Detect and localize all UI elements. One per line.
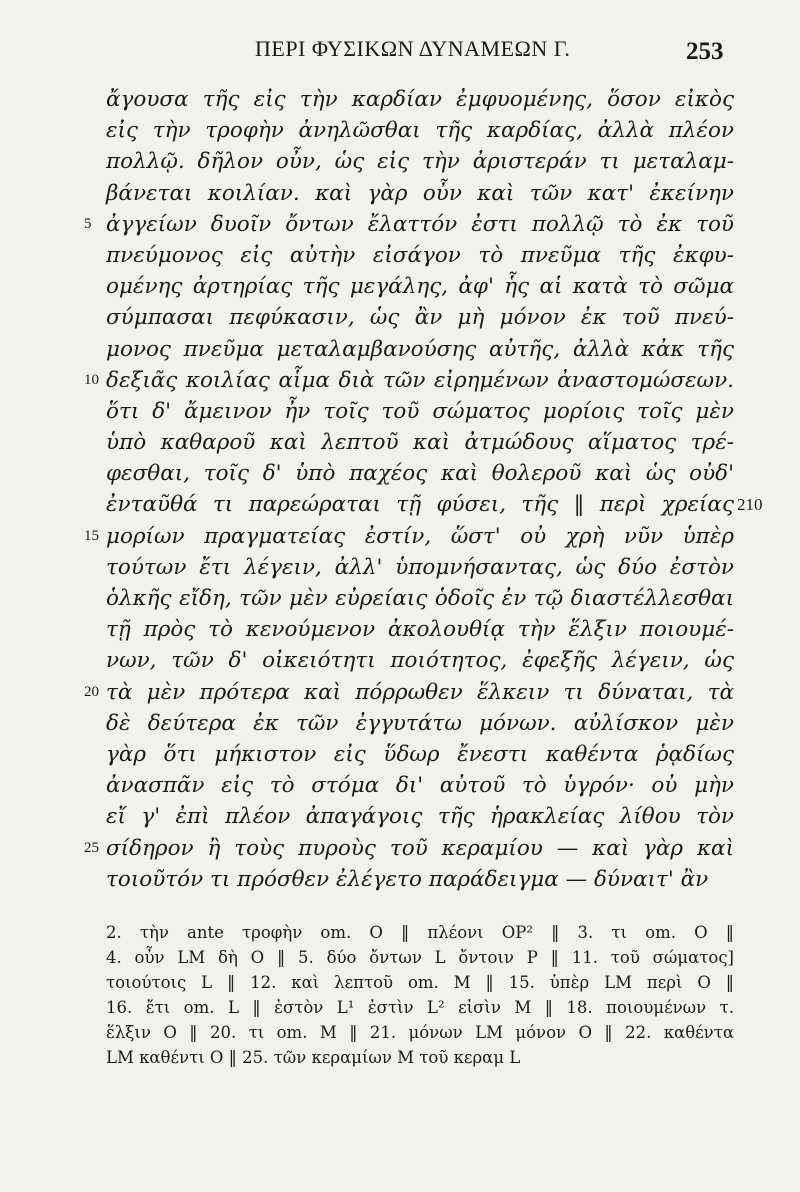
line-text: σύμπασαι πεφύκασιν, ὡς ἂν μὴ μόνον ἐκ τοῦ πνεύ- <box>106 305 734 331</box>
main-text <box>0 84 800 895</box>
line-text: μονος πνεῦμα μεταλαμβανούσης αὐτῆς, ἀλλὰ κἀκ τῆς <box>106 336 734 362</box>
text-line <box>0 708 800 739</box>
text-line <box>0 146 800 177</box>
text-line <box>0 614 800 645</box>
text-line <box>0 84 800 115</box>
line-text: γὰρ ὅτι μήκιστον εἰς ὕδωρ ἔνεστι καθέντα ῥᾳδίως <box>106 741 734 767</box>
apparatus-line <box>0 970 800 995</box>
text-line <box>0 334 800 365</box>
text-line <box>0 833 800 864</box>
line-text: ὁλκῆς εἴδη, τῶν μὲν εὐρείαις ὁδοῖς ἐν τῷ διαστέλλεσθαι <box>106 586 734 611</box>
line-text: ἐνταῦθά τι παρεώραται τῇ φύσει, τῆς ‖ περὶ χρείας <box>106 492 734 518</box>
text-line <box>0 739 800 770</box>
page-header <box>0 26 800 66</box>
line-text: εἰς τὴν τροφὴν ἀνηλῶσθαι τῆς καρδίας, ἀλλὰ πλέον <box>106 118 734 144</box>
line-text: εἴ γ' ἐπὶ πλέον ἀπαγάγοις τῆς ἡρακλείας λίθου τὸν <box>106 804 734 830</box>
line-text: πολλῷ. δῆλον οὖν, ὡς εἰς τὴν ἀριστεράν τι μεταλαμ- <box>106 149 734 175</box>
apparatus-text: τοιούτοις L ‖ 12. καὶ λεπτοῦ om. M ‖ 15. ὑπὲρ LM περὶ O ‖ <box>106 973 734 992</box>
line-number: 15 <box>84 527 99 544</box>
text-line <box>0 302 800 333</box>
apparatus-text: 4. οὖν LM δὴ O ‖ 5. δύο ὄντων L ὄντοιν P ‖ 11. τοῦ σώματος] <box>106 948 734 967</box>
margin-reference: 210 <box>737 495 763 515</box>
running-head: ΠΕΡΙ ΦΥΣΙΚΩΝ ΔΥΝΑΜΕΩΝ Γ. <box>255 36 571 61</box>
apparatus-text: ἕλξιν O ‖ 20. τι om. M ‖ 21. μόνων LM μόνον O ‖ 22. καθέντα <box>106 1023 734 1042</box>
text-line <box>0 489 800 520</box>
apparatus-text: 16. ἔτι om. L ‖ ἐστὸν L¹ ἐστὶν L² εἰσὶν M ‖ 18. ποιουμένων τ. <box>106 998 734 1017</box>
line-text: ὅτι δ' ἄμεινον ἦν τοῖς τοῦ σώματος μορίοις τοῖς μὲν <box>106 398 734 424</box>
text-line <box>0 801 800 832</box>
line-number: 10 <box>84 371 99 388</box>
line-text: σίδηρον ἢ τοὺς πυροὺς τοῦ κεραμίου — καὶ γὰρ καὶ <box>106 835 734 861</box>
line-text: ἀγγείων δυοῖν ὄντων ἔλαττόν ἐστι πολλῷ τὸ ἐκ τοῦ <box>106 211 734 237</box>
text-line <box>0 365 800 396</box>
text-line <box>0 770 800 801</box>
line-text: ομένης ἀρτηρίας τῆς μεγάλης, ἀφ' ἧς αἱ κατὰ τὸ σῶμα <box>106 274 734 300</box>
line-text: δεξιᾶς κοιλίας αἷμα διὰ τῶν εἰρημένων ἀναστομώσεων. <box>106 367 734 393</box>
text-line <box>0 645 800 676</box>
text-line <box>0 396 800 427</box>
line-text: φεσθαι, τοῖς δ' ὑπὸ παχέος καὶ θολεροῦ καὶ ὡς οὐδ' <box>106 461 734 487</box>
apparatus-line <box>0 1045 800 1070</box>
text-line <box>0 458 800 489</box>
line-number: 5 <box>84 215 92 232</box>
apparatus-line <box>0 1020 800 1045</box>
page-number: 253 <box>686 38 724 65</box>
line-text: ὑπὸ καθαροῦ καὶ λεπτοῦ καὶ ἀτμώδους αἵματος τρέ- <box>106 430 734 456</box>
line-text: τὰ μὲν πρότερα καὶ πόρρωθεν ἕλκειν τι δύναται, τὰ <box>106 679 734 705</box>
text-line <box>0 521 800 552</box>
line-text: ἀνασπᾶν εἰς τὸ στόμα δι' αὐτοῦ τὸ ὑγρόν· οὐ μὴν <box>106 773 734 799</box>
apparatus-text: LM καθέντι O ‖ 25. τῶν κεραμίων M τοῦ κεραμ L <box>106 1048 521 1067</box>
text-line <box>0 583 800 614</box>
line-text: ἄγουσα τῆς εἰς τὴν καρδίαν ἐμφυομένης, ὅσον εἰκὸς <box>106 87 734 112</box>
text-line <box>0 115 800 146</box>
text-line <box>0 677 800 708</box>
line-text: τῇ πρὸς τὸ κενούμενον ἀκολουθίᾳ τὴν ἕλξιν ποιουμέ- <box>106 617 734 643</box>
line-text: βάνεται κοιλίαν. καὶ γὰρ οὖν καὶ τῶν κατ' ἐκείνην <box>106 180 734 206</box>
line-text: τοιοῦτόν τι πρόσθεν ἐλέγετο παράδειγμα — δύναιτ' ἂν <box>106 866 709 892</box>
text-line <box>0 427 800 458</box>
text-line <box>0 864 800 895</box>
line-text: νων, τῶν δ' οἰκειότητι ποιότητος, ἐφεξῆς λέγειν, ὡς <box>106 648 734 674</box>
text-line <box>0 178 800 209</box>
text-line <box>0 552 800 583</box>
line-text: πνεύμονος εἰς αὐτὴν εἰσάγον τὸ πνεῦμα τῆς ἐκφυ- <box>106 242 734 268</box>
apparatus-line <box>0 945 800 970</box>
critical-apparatus <box>0 920 800 1070</box>
apparatus-line <box>0 995 800 1020</box>
line-text: δὲ δεύτερα ἐκ τῶν ἐγγυτάτω μόνων. αὐλίσκον μὲν <box>106 710 734 736</box>
line-text: μορίων πραγματείας ἐστίν, ὥστ' οὐ χρὴ νῦν ὑπὲρ <box>106 523 734 549</box>
text-line <box>0 209 800 240</box>
text-line <box>0 240 800 271</box>
line-number: 25 <box>84 839 99 856</box>
text-line <box>0 271 800 302</box>
line-text: τούτων ἔτι λέγειν, ἀλλ' ὑπομνήσαντας, ὡς δύο ἐστὸν <box>106 554 734 580</box>
apparatus-text: 2. τὴν ante τροφὴν om. O ‖ πλέονι OP² ‖ 3. τι om. O ‖ <box>106 923 734 942</box>
apparatus-line <box>0 920 800 945</box>
line-number: 20 <box>84 683 99 700</box>
